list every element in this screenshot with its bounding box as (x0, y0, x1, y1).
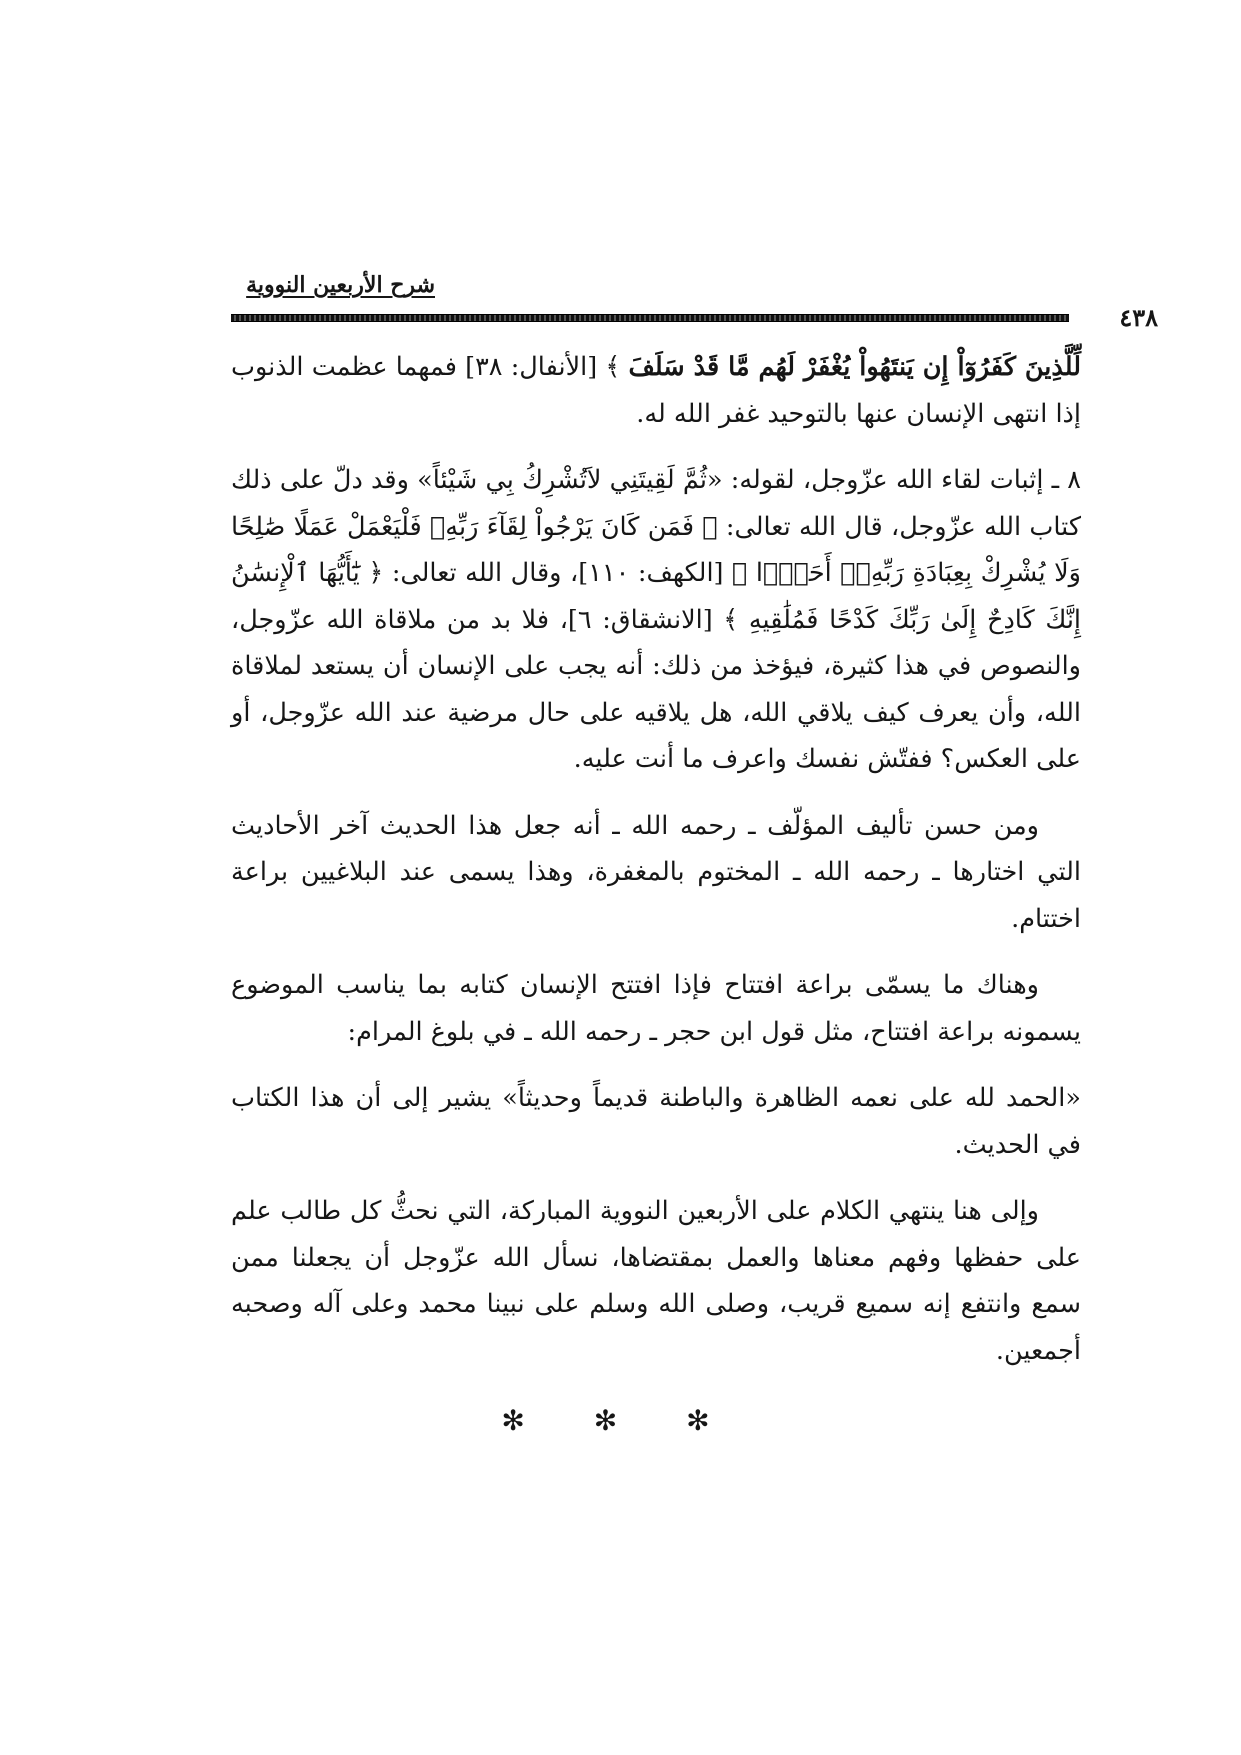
header-rule (231, 314, 1069, 322)
end-section-marker: ✻ ✻ ✻ (501, 1404, 740, 1437)
running-header-title: شرح الأربعين النووية (246, 272, 435, 298)
paragraph-point-8: ٨ ـ إثبات لقاء الله عزّوجل، لقوله: «ثُمَّ لَقِيتَنِي لاَتُشْرِكُ بِي شَيْئاً» وقد دلّ على ذلك كتاب الله عزّوجل، قال الله تعالى: ﴿ فَمَن كَانَ يَرْجُواْ لِقَآءَ رَبِّهِۦ فَلْيَعْمَلْ عَمَلًا صَٰلِحًا وَلَا يُشْرِكْ بِعِبَادَةِ رَبِّهِۦٓ أَحَدًۢا ﴾ [الكهف: ١١٠]، وقال الله تعالى: ﴿ يَٰٓأَيُّهَا ٱلْإِنسَٰنُ إِنَّكَ كَادِحٌ إِلَىٰ رَبِّكَ كَدْحًا فَمُلَٰقِيهِ ﴾ [الانشقاق: ٦]، فلا بد من ملاقاة الله عزّوجل، والنصوص في هذا كثيرة، فيؤخذ من ذلك: أنه يجب على الإنسان أن يستعد لملاقاة الله، وأن يعرف كيف يلاقي الله، هل يلاقيه على حال مرضية عند الله عزّوجل، أو على العكس؟ ففتّش نفسك واعرف ما أنت عليه. (231, 465, 1082, 774)
paragraph-opening-excellence: وهناك ما يسمّى براعة افتتاح فإذا افتتح الإنسان كتابه بما يناسب الموضوع يسمونه براعة افتتاح، مثل قول ابن حجر ـ رحمه الله ـ في بلوغ المرام: (231, 970, 1081, 1047)
paragraph-conclusion: وإلى هنا ينتهي الكلام على الأربعين النووية المباركة، التي نحثُّ كل طالب علم على حفظها وفهم معناها والعمل بمقتضاها، نسأل الله عزّوجل أن يجعلنا ممن سمع وانتفع إنه سميع قريب، وصلى الله وسلم على نبينا محمد وعلى آله وصحبه أجمعين. (231, 1196, 1081, 1366)
page-body (231, 344, 1081, 1394)
paragraph-author-merit: ومن حسن تأليف المؤلّف ـ رحمه الله ـ أنه جعل هذا الحديث آخر الأحاديث التي اختارها ـ رحمه الله ـ المختوم بالمغفرة، وهذا يسمى عند البلاغيين براعة اختتام. (231, 810, 1081, 934)
paragraph-quote-bulugh: «الحمد لله على نعمه الظاهرة والباطنة قديماً وحديثاً» يشير إلى أن هذا الكتاب في الحديث. (231, 1083, 1081, 1160)
page-number: ٤٣٨ (1119, 303, 1158, 332)
paragraph-continued (231, 344, 1081, 437)
paragraph-text: ﴾ [الأنفال: ٣٨] فمهما عظمت الذنوب إذا انتهى الإنسان عنها بالتوحيد غفر الله له. (231, 352, 1081, 429)
quran-verse: لِّلَّذِينَ كَفَرُوٓاْ إِن يَنتَهُواْ يُغْفَرْ لَهُم مَّا قَدْ سَلَفَ (628, 352, 1082, 382)
